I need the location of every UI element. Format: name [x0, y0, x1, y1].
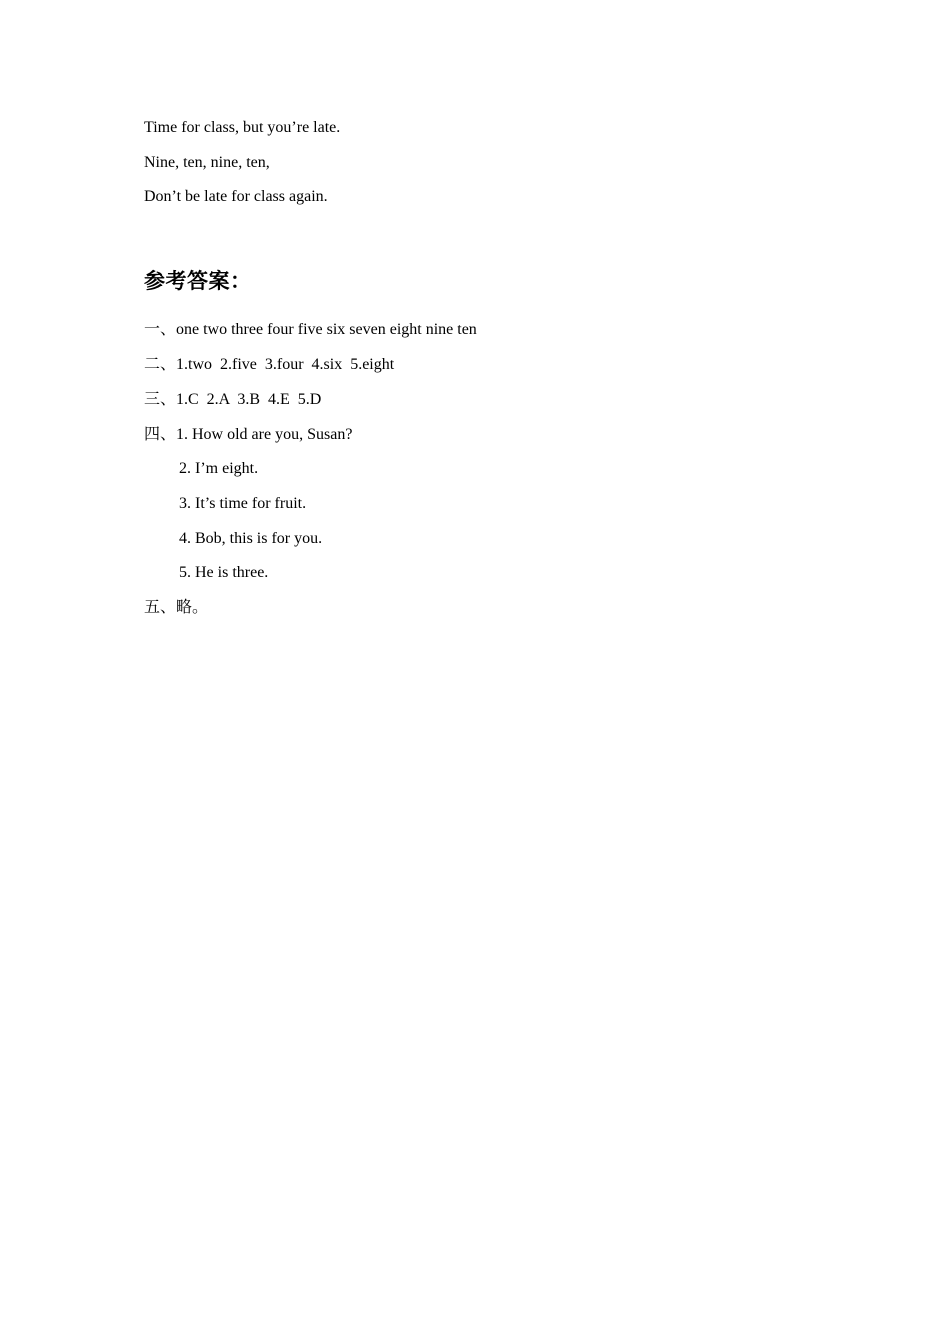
answer-section-4-item-4: 4. Bob, this is for you. — [179, 530, 323, 547]
poem-line-1: Time for class, but you’re late. — [144, 119, 341, 136]
answer-section-3: 三、1.C 2.A 3.B 4.E 5.D — [144, 391, 322, 408]
answer-section-2: 二、1.two 2.five 3.four 4.six 5.eight — [144, 356, 395, 373]
poem-line-3: Don’t be late for class again. — [144, 188, 328, 205]
answer-section-4-item-1: 四、1. How old are you, Susan? — [144, 426, 353, 443]
answer-section-4-item-5: 5. He is three. — [179, 564, 269, 581]
answer-section-4-item-3: 3. It’s time for fruit. — [179, 495, 307, 512]
answer-section-1: 一、one two three four five six seven eight nine ten — [144, 321, 477, 338]
answer-key-heading: 参考答案： — [144, 269, 252, 293]
answer-section-4-item-2: 2. I’m eight. — [179, 460, 259, 477]
poem-line-2: Nine, ten, nine, ten, — [144, 154, 270, 171]
answer-section-5: 五、略。 — [144, 599, 209, 616]
